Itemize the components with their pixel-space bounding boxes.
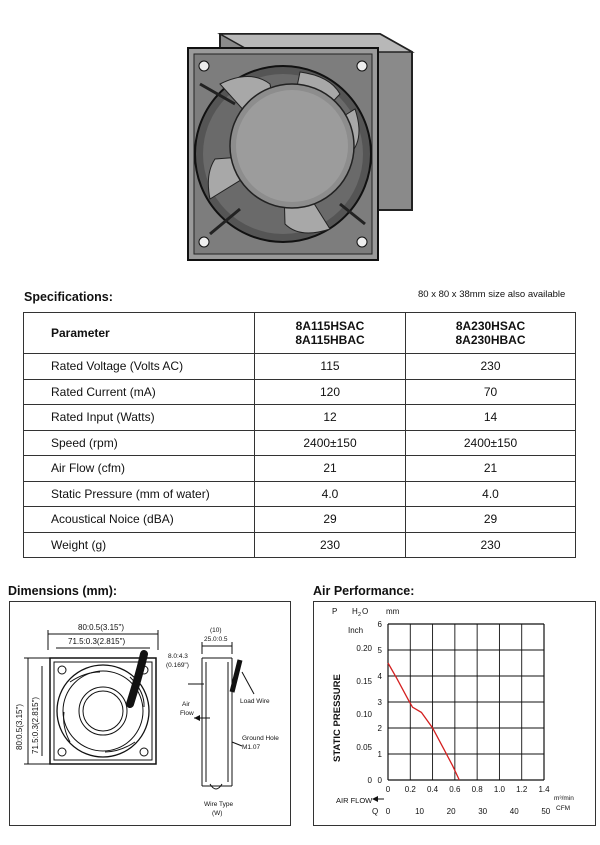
row-value-115: 29 xyxy=(255,507,406,533)
x-tick-cfm: 40 xyxy=(509,807,519,816)
model-230-line2: 8A230HBAC xyxy=(455,333,526,347)
size-note: 80 x 80 x 38mm size also available xyxy=(418,289,566,300)
row-parameter: Rated Current (mA) xyxy=(24,379,255,405)
header-parameter: Parameter xyxy=(24,313,255,354)
dim-hole-a: 8.0:4.3 xyxy=(168,653,188,660)
row-parameter: Rated Voltage (Volts AC) xyxy=(24,354,255,380)
x-tick-m3min: 0 xyxy=(385,785,391,794)
dim-thickness-a: (10) xyxy=(210,627,222,634)
unit-mm: mm xyxy=(386,607,400,616)
row-parameter: Speed (rpm) xyxy=(24,430,255,456)
row-value-230: 70 xyxy=(406,379,576,405)
y-tick-mm: 5 xyxy=(377,646,382,655)
y-tick-inch: 0.10 xyxy=(356,709,372,719)
header-model-115 xyxy=(255,313,406,354)
specifications-title: Specifications: xyxy=(24,290,113,304)
dim-thickness-b: 25.0:0.5 xyxy=(204,636,228,643)
chart-grid xyxy=(388,624,544,780)
air-label: Air xyxy=(182,701,190,708)
row-parameter: Acoustical Noice (dBA) xyxy=(24,507,255,533)
row-parameter: Weight (g) xyxy=(24,532,255,558)
h2o-2: 2 xyxy=(358,612,362,618)
y-tick-mm: 1 xyxy=(377,750,382,759)
x-tick-m3min: 0.8 xyxy=(471,785,483,794)
y-tick-inch: 0.15 xyxy=(356,676,372,686)
row-value-230: 2400±150 xyxy=(406,430,576,456)
wire-type-label: Wire Type xyxy=(204,801,234,808)
dimensions-panel xyxy=(9,601,291,826)
flow-symbol: Q xyxy=(372,807,379,816)
y-tick-inch: 0 xyxy=(367,776,372,785)
unit-cfm: CFM xyxy=(556,805,571,812)
header-model-230 xyxy=(406,313,576,354)
x-tick-m3min: 1.4 xyxy=(538,785,550,794)
air-flow-arrow xyxy=(372,796,378,802)
x-tick-m3min: 1.0 xyxy=(493,785,505,794)
row-parameter: Static Pressure (mm of water) xyxy=(24,481,255,507)
unit-m3min: m³/min xyxy=(554,795,574,802)
y-ticks-mm xyxy=(378,620,383,785)
table-row xyxy=(24,430,576,456)
pressure-symbol: P xyxy=(332,607,338,616)
table-row xyxy=(24,481,576,507)
x-tick-cfm: 30 xyxy=(478,807,488,816)
dim-hole-spacing: 71.5:0.3(2.815") xyxy=(68,637,126,646)
dim-hole-spacing-vertical: 71.5:0.3(2.815") xyxy=(31,696,40,754)
table-row xyxy=(24,456,576,482)
row-value-115: 4.0 xyxy=(255,481,406,507)
x-tick-m3min: 0.6 xyxy=(449,785,461,794)
specifications-table xyxy=(23,312,576,558)
table-row xyxy=(24,532,576,558)
flow-label: Flow xyxy=(180,710,194,717)
y-tick-mm: 4 xyxy=(377,672,382,681)
ground-hole-label: Ground Hole xyxy=(242,735,279,742)
air-performance-chart xyxy=(314,602,595,825)
y-ticks-inch xyxy=(356,644,372,785)
model-115-line1: 8A115HSAC xyxy=(295,319,365,333)
air-performance-title: Air Performance: xyxy=(313,584,415,598)
x-tick-cfm: 10 xyxy=(415,807,425,816)
model-230-line1: 8A230HSAC xyxy=(455,319,526,333)
dim-hole-b: (0.169") xyxy=(166,662,189,669)
x-tick-cfm: 50 xyxy=(541,807,551,816)
table-row xyxy=(24,379,576,405)
row-value-230: 4.0 xyxy=(406,481,576,507)
lead-wire-label: Load Wire xyxy=(240,698,270,705)
x-tick-m3min: 1.2 xyxy=(516,785,528,794)
row-value-115: 230 xyxy=(255,532,406,558)
row-value-230: 230 xyxy=(406,354,576,380)
x-tick-cfm: 20 xyxy=(446,807,456,816)
x-tick-m3min: 0.2 xyxy=(404,785,416,794)
table-header-row xyxy=(24,313,576,354)
row-value-115: 115 xyxy=(255,354,406,380)
y-axis-label: STATIC PRESSURE xyxy=(332,674,343,762)
x-tick-cfm: 0 xyxy=(385,807,391,816)
table-row xyxy=(24,354,576,380)
y-tick-mm: 2 xyxy=(377,724,382,733)
dimensions-title: Dimensions (mm): xyxy=(8,584,118,598)
y-tick-mm: 3 xyxy=(377,698,382,707)
table-row xyxy=(24,405,576,431)
performance-curve xyxy=(388,663,459,780)
row-parameter: Rated Input (Watts) xyxy=(24,405,255,431)
row-value-115: 21 xyxy=(255,456,406,482)
row-parameter: Air Flow (cfm) xyxy=(24,456,255,482)
x-ticks-cfm xyxy=(386,807,551,816)
table-row xyxy=(24,507,576,533)
y-tick-mm: 0 xyxy=(377,776,382,785)
dim-outer-width: 80:0.5(3.15") xyxy=(78,623,124,632)
h2o-h: H xyxy=(352,607,358,616)
model-115-line2: 8A115HBAC xyxy=(295,333,365,347)
x-tick-m3min: 0.4 xyxy=(427,785,439,794)
ground-hole-size: M1.07 xyxy=(242,744,261,751)
row-value-115: 2400±150 xyxy=(255,430,406,456)
row-value-230: 14 xyxy=(406,405,576,431)
row-value-230: 230 xyxy=(406,532,576,558)
wire-type-code: (W) xyxy=(212,810,223,817)
x-axis-label: AIR FLOW xyxy=(336,796,373,805)
dim-outer-height: 80:0.5(3.15") xyxy=(15,704,24,750)
y-tick-mm: 6 xyxy=(377,620,382,629)
fan-photo xyxy=(180,14,416,266)
h2o-o: O xyxy=(362,607,369,616)
dimensions-drawing xyxy=(10,602,290,825)
row-value-230: 21 xyxy=(406,456,576,482)
row-value-115: 12 xyxy=(255,405,406,431)
row-value-230: 29 xyxy=(406,507,576,533)
row-value-115: 120 xyxy=(255,379,406,405)
air-performance-panel xyxy=(313,601,596,826)
y-tick-inch: 0.20 xyxy=(356,643,372,653)
x-ticks-m3min xyxy=(386,785,550,794)
y-tick-inch: 0.05 xyxy=(356,742,372,752)
unit-inch: Inch xyxy=(348,626,364,635)
